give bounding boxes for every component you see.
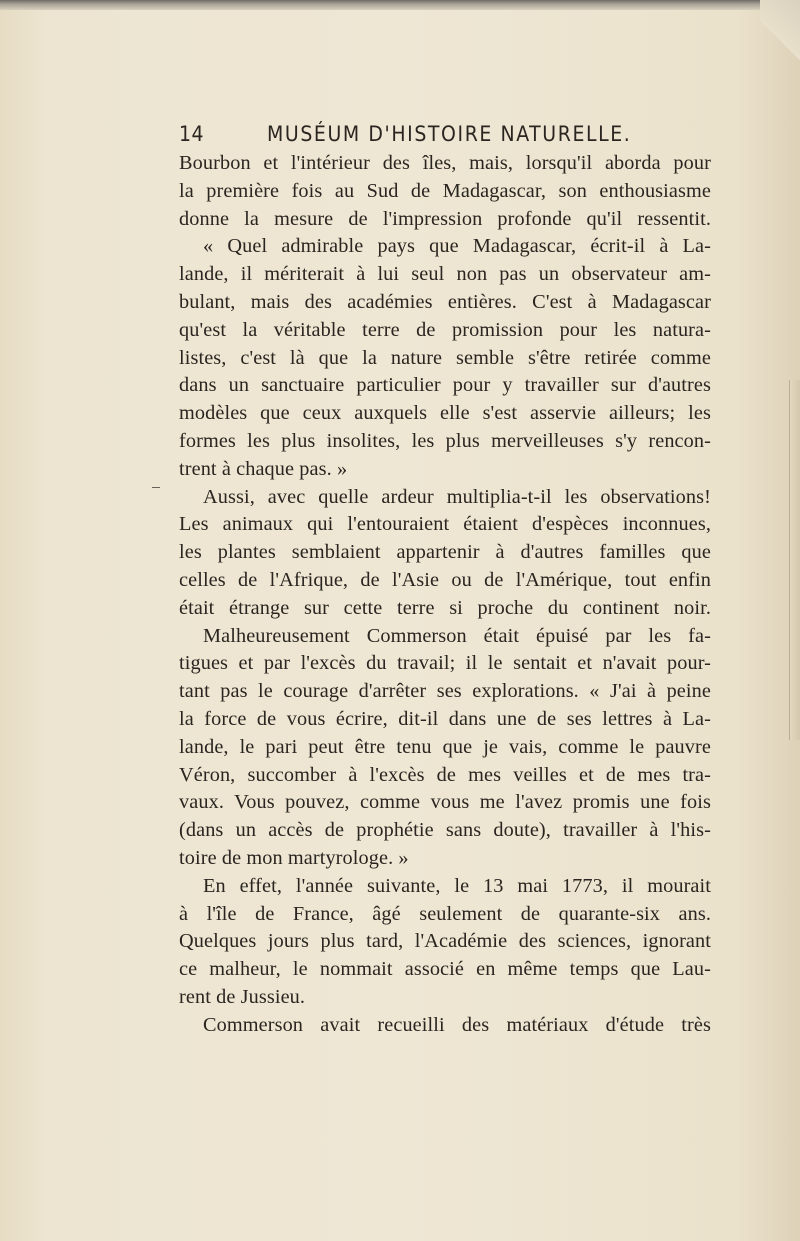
text-line: « Quel admirable pays que Madagascar, écrit-il à La-: [203, 235, 711, 258]
text-line: ce malheur, le nommait associé en même temps que Lau-: [179, 958, 711, 981]
text-line: qu'est la véritable terre de promission pour les natura-: [179, 318, 711, 341]
text-line: donne la mesure de l'impression profonde qu'il ressentit.: [179, 207, 711, 230]
text-line: formes les plus insolites, les plus merveilleuses s'y rencon-: [179, 429, 711, 452]
text-line: toire de mon martyrologe. »: [179, 846, 409, 869]
body-text: [179, 150, 711, 1040]
margin-mark: [152, 487, 160, 488]
text-line: était étrange sur cette terre si proche du continent noir.: [179, 596, 711, 619]
text-line: (dans un accès de prophétie sans doute), travailler à l'his-: [179, 819, 711, 842]
text-line: modèles que ceux auxquels elle s'est asservie ailleurs; les: [179, 402, 711, 425]
text-line: Quelques jours plus tard, l'Académie des sciences, ignorant: [179, 930, 711, 953]
page-corner: [760, 0, 800, 60]
text-line: Commerson avait recueilli des matériaux d'étude très: [203, 1013, 711, 1036]
text-line: lande, le pari peut être tenu que je vais, comme le pauvre: [179, 735, 711, 758]
page-right-edge: [789, 380, 800, 740]
text-line: la première fois au Sud de Madagascar, son enthousiasme: [179, 179, 711, 202]
text-line: celles de l'Afrique, de l'Asie ou de l'Amérique, tout enfin: [179, 568, 711, 591]
running-title: MUSÉUM D'HISTOIRE NATURELLE.: [267, 122, 632, 146]
text-line: tigues et par l'excès du travail; il le sentait et n'avait pour-: [179, 652, 711, 675]
text-line: trent à chaque pas. »: [179, 457, 348, 480]
text-line: dans un sanctuaire particulier pour y travailler sur d'autres: [179, 374, 711, 397]
text-line: En effet, l'année suivante, le 13 mai 1773, il mourait: [203, 874, 711, 897]
text-line: les plantes semblaient appartenir à d'autres familles que: [179, 541, 711, 564]
text-line: Aussi, avec quelle ardeur multiplia-t-il les observations!: [203, 485, 711, 508]
text-line: Bourbon et l'intérieur des îles, mais, lorsqu'il aborda pour: [179, 152, 711, 174]
text-line: rent de Jussieu.: [179, 985, 306, 1008]
text-line: la force de vous écrire, dit-il dans une de ses lettres à La-: [179, 707, 711, 730]
text-line: Malheureusement Commerson était épuisé par les fa-: [203, 624, 711, 647]
text-line: listes, c'est là que la nature semble s'être retirée comme: [179, 346, 711, 369]
text-line: à l'île de France, âgé seulement de quarante-six ans.: [179, 902, 711, 925]
text-line: bulant, mais des académies entières. C'est à Madagascar: [179, 290, 711, 313]
page-top-edge: [0, 0, 800, 10]
text-line: Véron, succomber à l'excès de mes veilles et de mes tra-: [179, 763, 711, 786]
text-line: Les animaux qui l'entouraient étaient d'espèces inconnues,: [179, 513, 711, 536]
text-line: tant pas le courage d'arrêter ses explorations. « J'ai à peine: [179, 680, 711, 703]
page-number: 14: [179, 122, 205, 146]
text-line: lande, il mériterait à lui seul non pas un observateur am-: [179, 263, 711, 286]
running-head: [179, 122, 711, 152]
text-line: vaux. Vous pouvez, comme vous me l'avez promis une fois: [179, 791, 711, 814]
